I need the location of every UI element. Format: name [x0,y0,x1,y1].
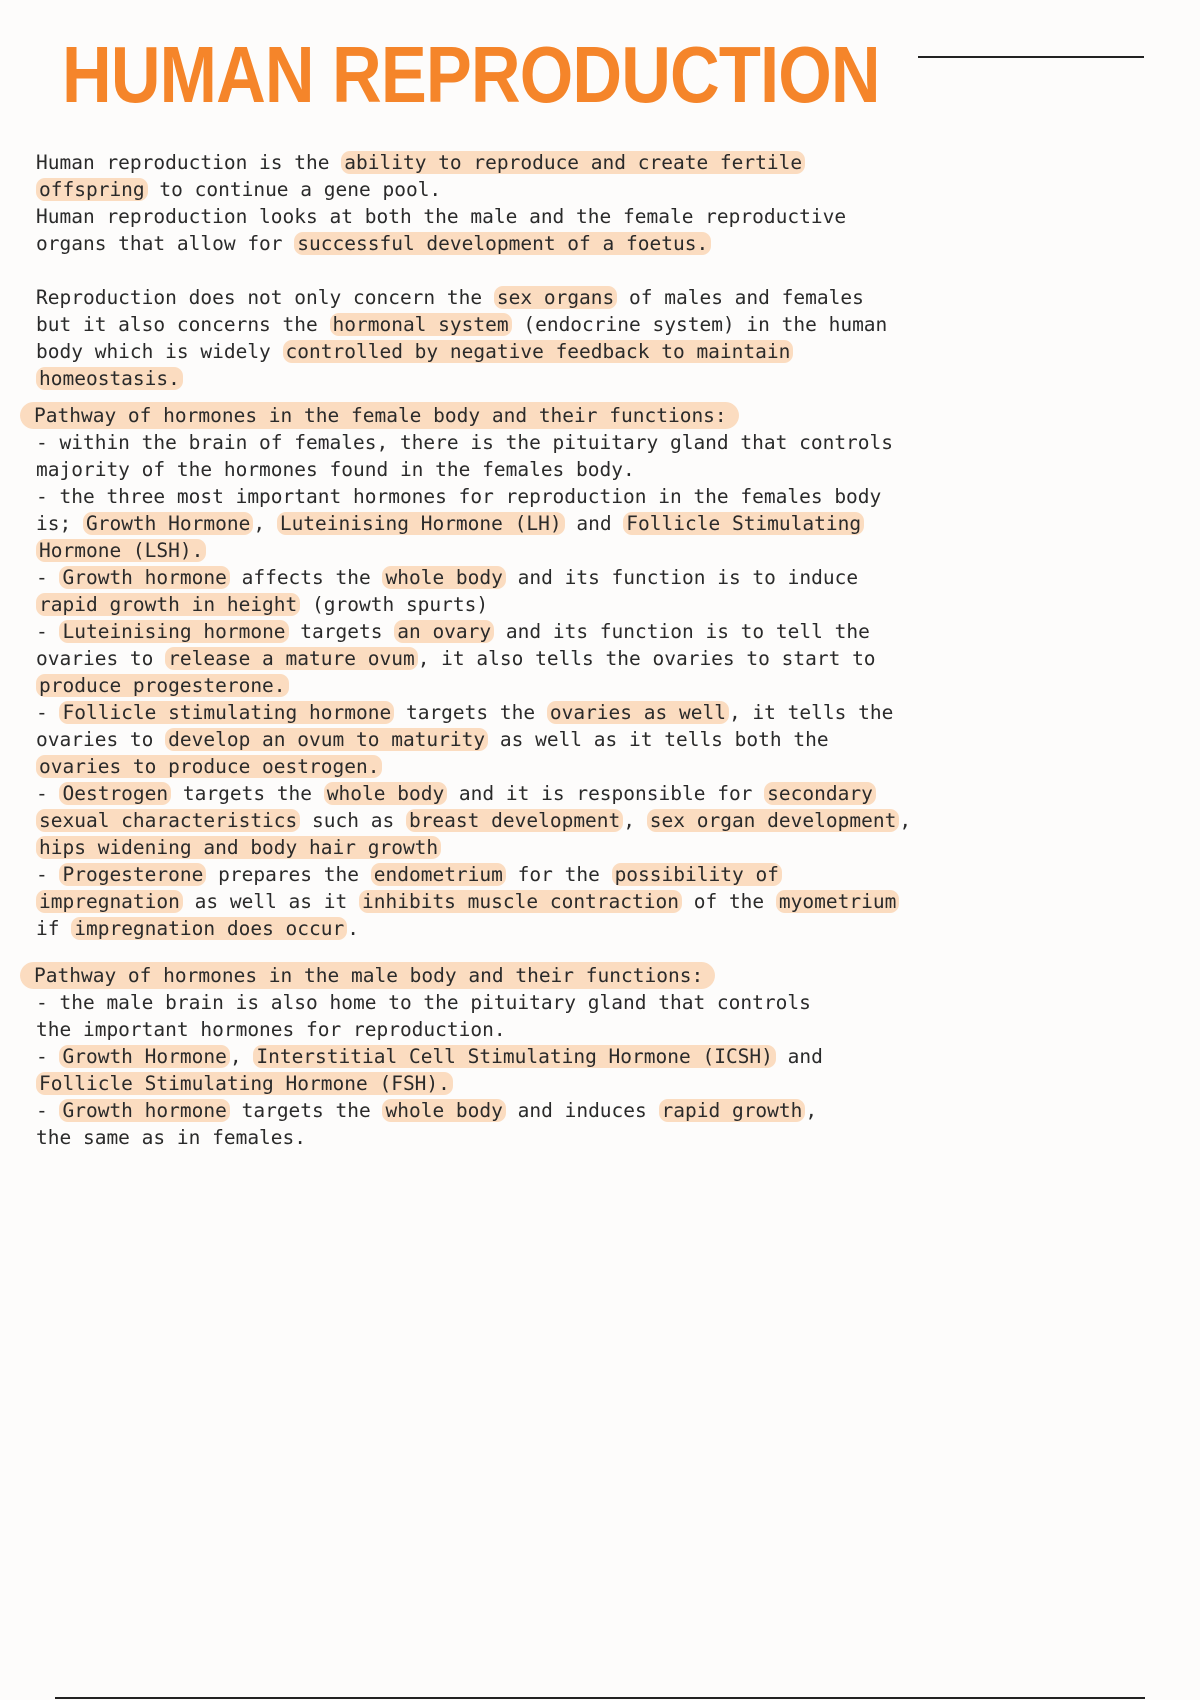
text-run: prepares the [206,863,371,886]
text-run: ovaries to [36,728,166,751]
intro-paragraph-2 [36,284,1156,392]
highlighted-phrase: hormonal system [330,313,512,336]
text-run: , [805,1099,818,1122]
text-line [36,456,1156,483]
text-line [36,176,1156,203]
text-line [36,429,1156,456]
text-run: of the [681,890,776,913]
text-run: Human reproduction looks at both the male and the female reproductive [36,205,847,228]
text-line [36,915,1156,942]
text-line [36,284,1156,311]
text-line [36,699,1156,726]
highlighted-phrase: rapid growth [659,1099,806,1122]
text-run: . [347,917,360,940]
text-line [36,203,1156,230]
highlighted-phrase: Growth Hormone [83,512,253,535]
text-line [36,753,1156,780]
text-run: for the [505,863,612,886]
text-line [36,1070,1156,1097]
text-line [36,989,1156,1016]
highlighted-phrase: endometrium [371,863,506,886]
text-run: Human reproduction is the [36,151,342,174]
male-section-list [36,989,1156,1151]
highlighted-phrase: homeostasis. [36,367,183,390]
text-line [36,338,1156,365]
text-line [36,861,1156,888]
text-run: - [36,1045,60,1068]
text-run: if [36,917,72,940]
text-run: and induces [505,1099,659,1122]
text-run: - the three most important hormones for reproduction in the females body [36,485,882,508]
text-line [36,1043,1156,1070]
text-line [36,780,1156,807]
highlighted-phrase: Hormone (LSH). [36,539,206,562]
text-run: as well as it tells both the [488,728,829,751]
text-line [36,510,1156,537]
text-run: - the male brain is also home to the pituitary gland that controls [36,991,811,1014]
text-run: - [36,620,60,643]
highlighted-phrase: breast development [406,809,623,832]
highlighted-phrase: possibility of [612,863,782,886]
text-run: but it also concerns the [36,313,330,336]
highlighted-phrase: Follicle Stimulating [623,512,864,535]
highlighted-phrase: an ovary [394,620,494,643]
highlighted-phrase: successful development of a foetus. [294,232,711,255]
text-run: targets the [171,782,324,805]
page-title: HUMAN REPRODUCTION [62,30,880,119]
text-line [36,1097,1156,1124]
highlighted-phrase: hips widening and body hair growth [36,836,441,859]
text-run: majority of the hormones found in the females body. [36,458,635,481]
text-run: such as [300,809,406,832]
text-run: , it tells the [728,701,894,724]
text-line [36,564,1156,591]
highlighted-phrase: controlled by negative feedback to maintain [283,340,794,363]
text-line [36,807,1156,834]
highlighted-phrase: ability to reproduce and create fertile [341,151,805,174]
highlighted-phrase: sexual characteristics [36,809,300,832]
female-section-heading: Pathway of hormones in the female body and their functions: [20,402,739,429]
highlighted-phrase: Progesterone [59,863,206,886]
highlighted-phrase: Oestrogen [59,782,171,805]
highlighted-phrase: impregnation does occur [71,917,347,940]
highlighted-phrase: sex organs [494,286,617,309]
text-line [36,591,1156,618]
text-run: - [36,566,60,589]
highlighted-phrase: Luteinising Hormone (LH) [277,512,565,535]
text-run: as well as it [182,890,359,913]
text-run: , [229,1045,254,1068]
highlighted-phrase: secondary [764,782,876,805]
highlighted-phrase: inhibits muscle contraction [359,890,682,913]
text-run: the same as in females. [36,1126,307,1149]
highlighted-phrase: Growth hormone [59,566,229,589]
highlighted-phrase: rapid growth in height [36,593,300,616]
text-run: - [36,1099,60,1122]
text-run: the important hormones for reproduction. [36,1018,506,1041]
text-run: is; [36,512,83,535]
highlighted-phrase: offspring [36,178,148,201]
text-run: and [564,512,624,535]
title-rule [918,56,1144,58]
text-run: and its function is to tell the [494,620,870,643]
intro-paragraph-1 [36,149,1156,257]
highlighted-phrase: Follicle stimulating hormone [59,701,394,724]
notes-body [36,149,1156,1151]
highlighted-phrase: develop an ovum to maturity [165,728,488,751]
text-line [36,645,1156,672]
text-line [36,149,1156,176]
text-run: and it is responsible for [447,782,765,805]
text-run: , [899,809,912,832]
text-line [36,726,1156,753]
highlighted-phrase: whole body [382,1099,505,1122]
text-line [36,537,1156,564]
text-run: - within the brain of females, there is the pituitary gland that controls [36,431,894,454]
text-run: organs that allow for [36,232,295,255]
text-line [36,1124,1156,1151]
highlighted-phrase: release a mature ovum [165,647,418,670]
text-run: to continue a gene pool. [147,178,442,201]
highlighted-phrase: sex organ development [647,809,900,832]
female-section-list [36,429,1156,942]
male-section-heading: Pathway of hormones in the male body and their functions: [20,962,715,989]
text-run: , [623,809,647,832]
text-line [36,230,1156,257]
text-run: (growth spurts) [300,593,489,616]
text-run: targets the [229,1099,383,1122]
highlighted-phrase: impregnation [36,890,183,913]
text-line [36,888,1156,915]
text-run: ovaries to [36,647,166,670]
highlighted-phrase: produce progesterone. [36,674,289,697]
text-run: (endocrine system) in the human [511,313,888,336]
text-run: targets the [394,701,547,724]
highlighted-phrase: Follicle Stimulating Hormone (FSH). [36,1072,453,1095]
text-line [36,365,1156,392]
text-line [36,483,1156,510]
highlighted-phrase: ovaries as well [547,701,729,724]
text-line [36,311,1156,338]
highlighted-phrase: myometrium [776,890,899,913]
highlighted-phrase: ovaries to produce oestrogen. [36,755,382,778]
text-run: affects the [229,566,383,589]
highlighted-phrase: Growth hormone [59,1099,229,1122]
highlighted-phrase: whole body [382,566,505,589]
highlighted-phrase: Interstitial Cell Stimulating Hormone (ICSH) [253,1045,776,1068]
text-run: - [36,782,60,805]
text-run: , it also tells the ovaries to start to [417,647,876,670]
highlighted-phrase: Growth Hormone [59,1045,229,1068]
text-line [36,672,1156,699]
highlighted-phrase: Luteinising hormone [59,620,288,643]
text-run: and [775,1045,823,1068]
text-run: Reproduction does not only concern the [36,286,494,309]
text-run: - [36,863,60,886]
highlighted-phrase: whole body [324,782,447,805]
text-run: and its function is to induce [505,566,859,589]
text-run: body which is widely [36,340,283,363]
bottom-rule [55,1697,1145,1699]
text-line [36,1016,1156,1043]
text-line [36,618,1156,645]
text-run: of males and females [617,286,864,309]
text-run: targets [288,620,395,643]
text-run: - [36,701,60,724]
text-line [36,834,1156,861]
text-run: , [253,512,277,535]
